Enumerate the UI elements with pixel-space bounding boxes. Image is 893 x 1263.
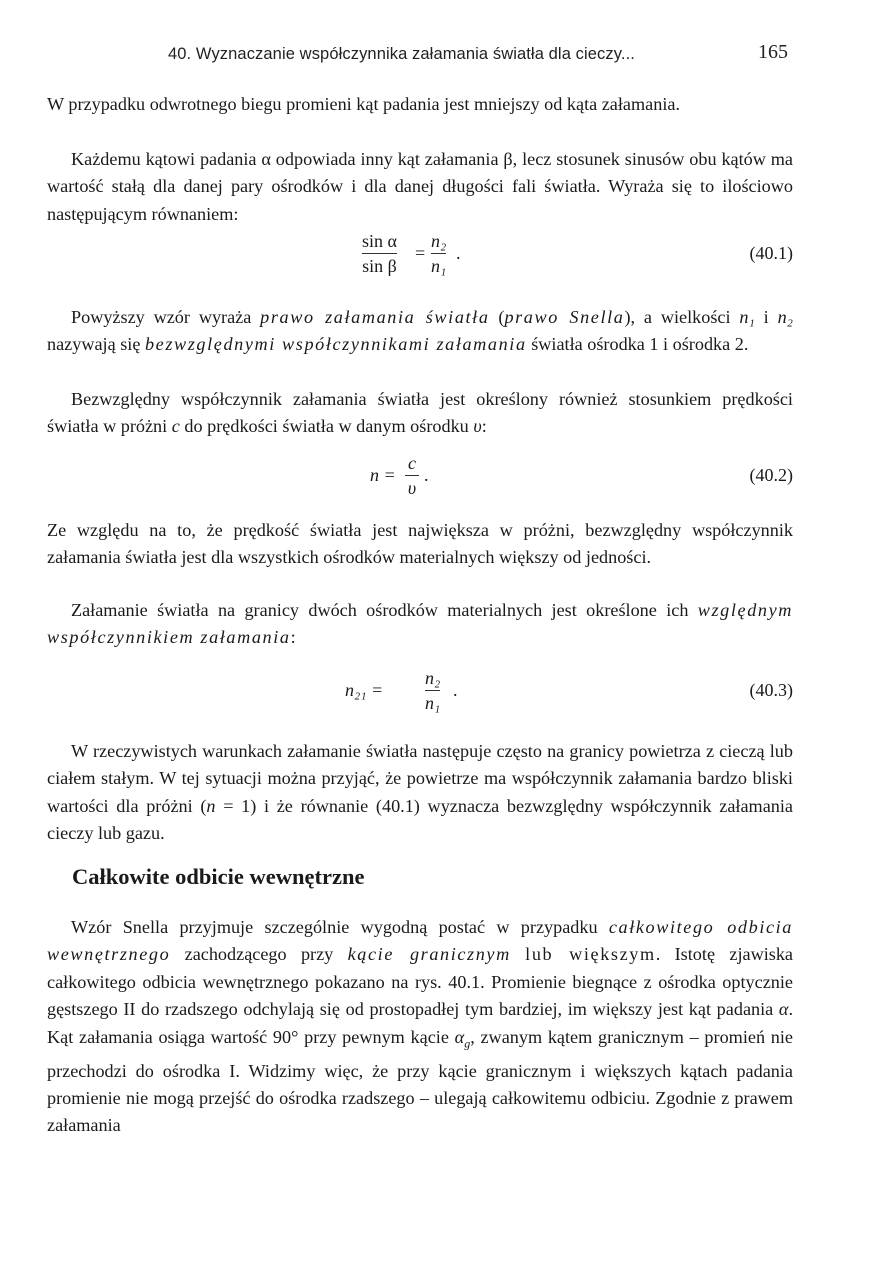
paragraph-reverse-path: W przypadku odwrotnego biegu promieni kąt padania jest mniejszy od kąta załamania. bbox=[47, 94, 680, 114]
paragraph-vacuum-speed: Ze względu na to, że prędkość światła jest największa w próżni, bezwzględny współczynnik załamania światła jest dla wszystkich ośrodków materialnych większy od jedności. bbox=[47, 520, 793, 568]
term-total-reflection: całkowitego odbicia wewnętrznego bbox=[47, 917, 793, 965]
equation-number: (40.1) bbox=[749, 243, 793, 263]
denominator-sin-beta: sin β bbox=[362, 256, 397, 276]
equation-40-3 bbox=[47, 667, 793, 727]
paragraph-angle-ratio: Każdemu kątowi padania α odpowiada inny kąt załamania β, lecz stosunek sinusów obu kątów ma wartość stałą dla danej pary ośrodków i dla danej długości fali światła. Wyraża się to ilościowo następującym równaniem: bbox=[47, 149, 793, 224]
numerator-c: c bbox=[408, 453, 416, 473]
equation-40-2 bbox=[47, 452, 793, 512]
paragraph-air-boundary: W rzeczywistych warunkach załamanie światła następuje często na granicy powietrza z cieczą lub ciałem stałym. W tej sytuacji można przyjąć, że powietrze ma współczynnik załamania bardzo bliski wartości dla próżni (n = 1) i że równanie (40.1) wyznacza bezwzględny współczynnik załamania cieczy lub gazu. bbox=[47, 741, 793, 844]
fraction-n2-over-n1 bbox=[425, 667, 440, 714]
lhs-n21: n₂₁ = bbox=[345, 680, 384, 700]
equation-period: . bbox=[424, 465, 429, 485]
paragraph-total-internal-reflection: Wzór Snella przyjmuje szczególnie wygodną postać w przypadku całkowitego odbicia wewnętrznego zachodzącego przy kącie granicznym lub większym. Istotę zjawiska całkowitego odbicia wewnętrznego pokazano na rys. 40.1. Promienie biegnące z ośrodka optycznie gęstszego II do rzadszego odchylają się od prostopadłej tym bardziej, im większy jest kąt padania α. Kąt załamania osiąga wartość 90° przy pewnym kącie $\alpha_g$, zwanym kątem granicznym – promień nie przechodzi do ośrodka I. Widzimy więc, że przy kącie granicznym i większych kątach padania promienie nie mogą przejść do ośrodka rzadszego – ulegają całkowitemu odbiciu. Zgodnie z prawem załamania bbox=[47, 917, 794, 1136]
denominator-n1: n₁ bbox=[425, 693, 441, 713]
fraction-sines bbox=[362, 230, 397, 277]
numerator-n2: n₂ bbox=[431, 231, 447, 251]
term-snell-law: prawo Snella bbox=[504, 307, 625, 327]
numerator-sin-alpha: sin α bbox=[362, 231, 397, 251]
numerator-n2: n₂ bbox=[425, 668, 441, 688]
term-or-greater: lub większym bbox=[525, 944, 656, 965]
paragraph-relative-index: Załamanie światła na granicy dwóch ośrodków materialnych jest określone ich względnym współczynnikiem załamania: bbox=[47, 600, 793, 648]
term-absolute-indices: bezwzględnymi współczynnikami załamania bbox=[144, 334, 527, 355]
fraction-bar bbox=[362, 253, 397, 254]
fraction-bar bbox=[405, 475, 419, 476]
equation-40-1 bbox=[47, 230, 793, 290]
equation-number: (40.2) bbox=[749, 465, 793, 485]
denominator-v: υ bbox=[407, 478, 417, 498]
paragraph-snell-law: Powyższy wzór wyraża prawo załamania światła (prawo Snella), a wielkości n₁ i n₂ nazywają się bezwzględnymi współczynnikami załamania światła ośrodka 1 i ośrodka 2. bbox=[47, 307, 793, 355]
running-header: 40. Wyznaczanie współczynnika załamania światła dla cieczy... bbox=[168, 45, 635, 63]
fraction-indices bbox=[431, 230, 446, 277]
fraction-c-over-v bbox=[405, 452, 419, 499]
term-relative-index: względnym współczynnikiem załamania bbox=[47, 600, 793, 648]
equation-number: (40.3) bbox=[749, 680, 793, 700]
section-title: Całkowite odbicie wewnętrzne bbox=[72, 864, 365, 889]
lhs-n: n = bbox=[370, 465, 396, 485]
paragraph-speed-ratio: Bezwzględny współczynnik załamania światła jest określony również stosunkiem prędkości światła w próżni c do prędkości światła w danym ośrodku υ: bbox=[47, 389, 793, 437]
fraction-bar bbox=[425, 690, 440, 691]
term-critical-angle: kącie granicznym bbox=[347, 944, 511, 965]
term-law-of-refraction: prawo załamania światła bbox=[260, 307, 490, 327]
page-number: 165 bbox=[758, 41, 788, 63]
equation-period: . bbox=[456, 243, 461, 263]
fraction-bar bbox=[431, 253, 446, 254]
equals-sign: = bbox=[415, 243, 426, 263]
equation-period: . bbox=[453, 680, 458, 700]
denominator-n1: n₁ bbox=[431, 256, 447, 276]
